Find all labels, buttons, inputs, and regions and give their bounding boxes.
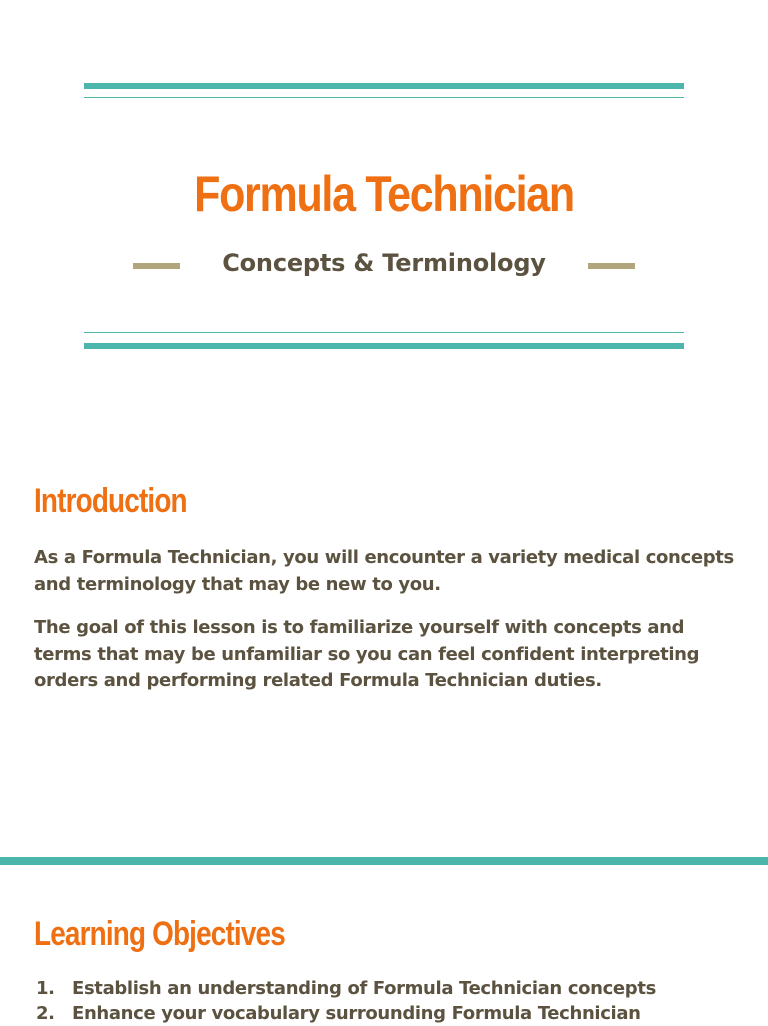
list-item-number: 2. xyxy=(36,1003,55,1024)
learning-objectives-heading: Learning Objectives xyxy=(34,915,285,953)
introduction-paragraph-1: As a Formula Technician, you will encounter a variety medical concepts and terminology that may be new to you. xyxy=(34,547,734,595)
objectives-list xyxy=(34,976,754,1026)
list-item-text: Enhance your vocabulary surrounding Formula Technician xyxy=(72,1003,641,1024)
list-item-number: 1. xyxy=(36,978,55,999)
document-subtitle: Concepts & Terminology xyxy=(222,249,546,277)
top-thick-rule xyxy=(84,83,684,89)
slide-divider xyxy=(0,857,768,865)
introduction-paragraph-2: The goal of this lesson is to familiarize yourself with concepts and terms that may be unfamiliar so you can feel confident interpreting orders and performing related Formula Technician duties. xyxy=(34,617,700,691)
introduction-heading: Introduction xyxy=(34,482,187,520)
document-title: Formula Technician xyxy=(194,166,574,222)
list-item xyxy=(34,1001,754,1026)
list-item xyxy=(34,976,754,1001)
top-thin-rule xyxy=(84,97,684,98)
subtitle-container xyxy=(0,246,768,280)
bottom-thick-rule xyxy=(84,343,684,349)
list-item-text: Establish an understanding of Formula Technician concepts xyxy=(72,978,656,999)
subtitle-right-dash xyxy=(588,263,635,269)
bottom-thin-rule xyxy=(84,332,684,333)
